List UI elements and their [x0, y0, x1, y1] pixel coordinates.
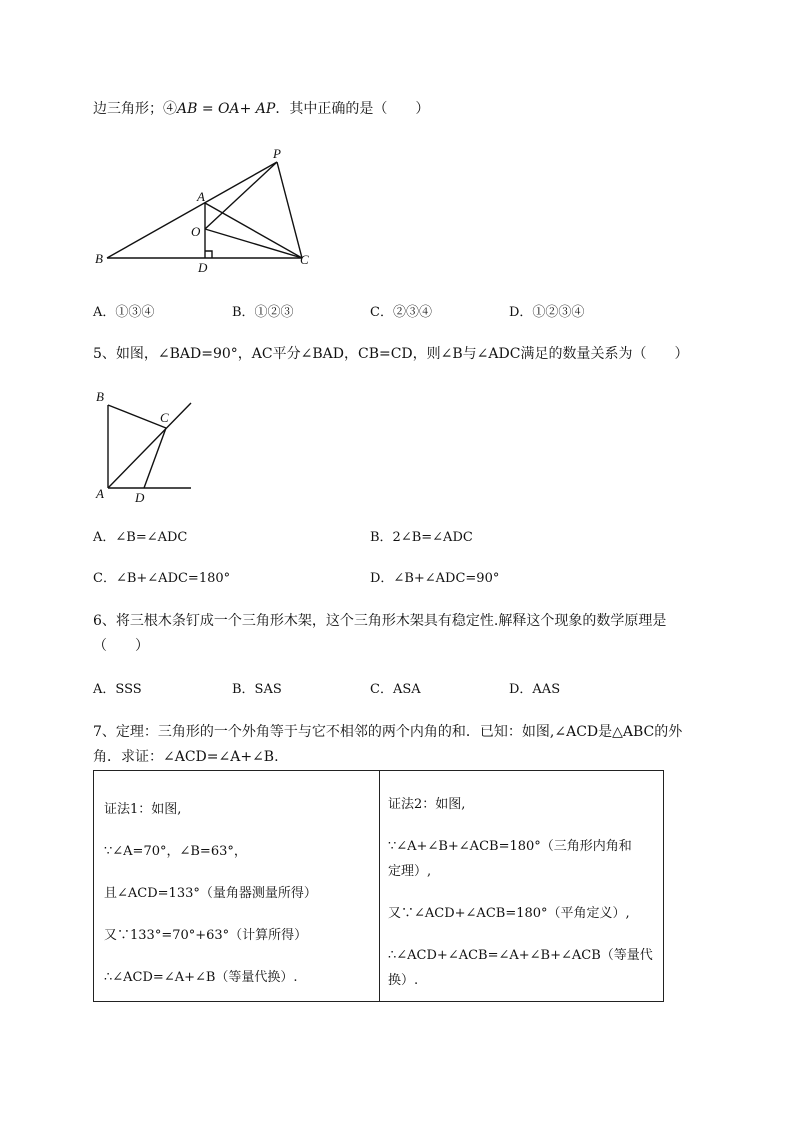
q4-option-d: D．①②③④ — [509, 305, 585, 320]
q5-label-d: D — [135, 490, 145, 505]
q4-option-a: A．①③④ — [93, 305, 155, 320]
q6-option-a: A．SSS — [93, 682, 142, 697]
q5-label-b: B — [96, 389, 104, 404]
q7-method1-line4: 又∵133°=70°+63°（计算所得） — [104, 928, 308, 943]
q4-label-p: P — [273, 146, 281, 161]
q4-stem — [93, 99, 429, 119]
q7-method1-line2: ∵∠A=70°，∠B=63°， — [104, 844, 247, 859]
q4-stem-tail: 边三角形；④ — [93, 101, 177, 117]
q4-label-c: C — [300, 252, 309, 267]
q4-option-c: C．②③④ — [370, 305, 432, 320]
q7-stem-line1: 7、定理：三角形的一个外角等于与它不相邻的两个内角的和．已知：如图,∠ACD是△ABC的外 — [93, 724, 683, 740]
q6-stem-line1: 6、将三根木条钉成一个三角形木架，这个三角形木架具有稳定性.解释这个现象的数学原理是 — [93, 613, 667, 629]
q4-figure — [90, 145, 330, 275]
q5-figure — [92, 388, 202, 508]
q5-option-c: C．∠B+∠ADC=180° — [93, 571, 231, 586]
q5-label-a: A — [96, 486, 104, 501]
q4-label-o: O — [191, 224, 201, 239]
q7-method1-line3: 且∠ACD=133°（量角器测量所得） — [104, 886, 317, 901]
q7-method2-line5: ∴∠ACD+∠ACB=∠A+∠B+∠ACB（等量代 — [388, 948, 653, 963]
q6-option-c: C．ASA — [370, 682, 421, 697]
q7-method1-line1: 证法1：如图, — [104, 802, 182, 817]
q7-method2-line3: 定理）, — [388, 864, 432, 879]
q5-option-b: B．2∠B=∠ADC — [370, 530, 473, 545]
q4-stem-end: ．其中正确的是（ ） — [275, 101, 430, 117]
q5-option-d: D．∠B+∠ADC=90° — [370, 571, 500, 586]
q4-label-a: A — [197, 189, 205, 204]
q4-label-b: B — [95, 251, 103, 266]
q4-option-b: B．①②③ — [232, 305, 294, 320]
q6-option-b: B．SAS — [232, 682, 282, 697]
q4-label-d: D — [198, 260, 208, 275]
q5-option-a: A．∠B=∠ADC — [93, 530, 188, 545]
q6-option-d: D．AAS — [509, 682, 561, 697]
q4-formula: AB = OA+ AP — [177, 101, 276, 117]
q5-label-c: C — [160, 410, 169, 425]
q6-stem-line2: （ ） — [93, 638, 149, 654]
q7-method2-line4: 又∵∠ACD+∠ACB=180°（平角定义）, — [388, 906, 630, 921]
q7-method2-line2: ∵∠A+∠B+∠ACB=180°（三角形内角和 — [388, 839, 632, 854]
q7-method2-line6: 换）. — [388, 973, 419, 988]
q7-method1-line5: ∴∠ACD=∠A+∠B（等量代换）. — [104, 970, 298, 985]
q7-method2-line1: 证法2：如图, — [388, 797, 466, 812]
q5-stem: 5、如图，∠BAD=90°，AC平分∠BAD，CB=CD，则∠B与∠ADC满足的数量关系为（ ） — [93, 346, 689, 362]
q7-stem-line2: 角．求证：∠ACD=∠A+∠B. — [93, 749, 279, 765]
